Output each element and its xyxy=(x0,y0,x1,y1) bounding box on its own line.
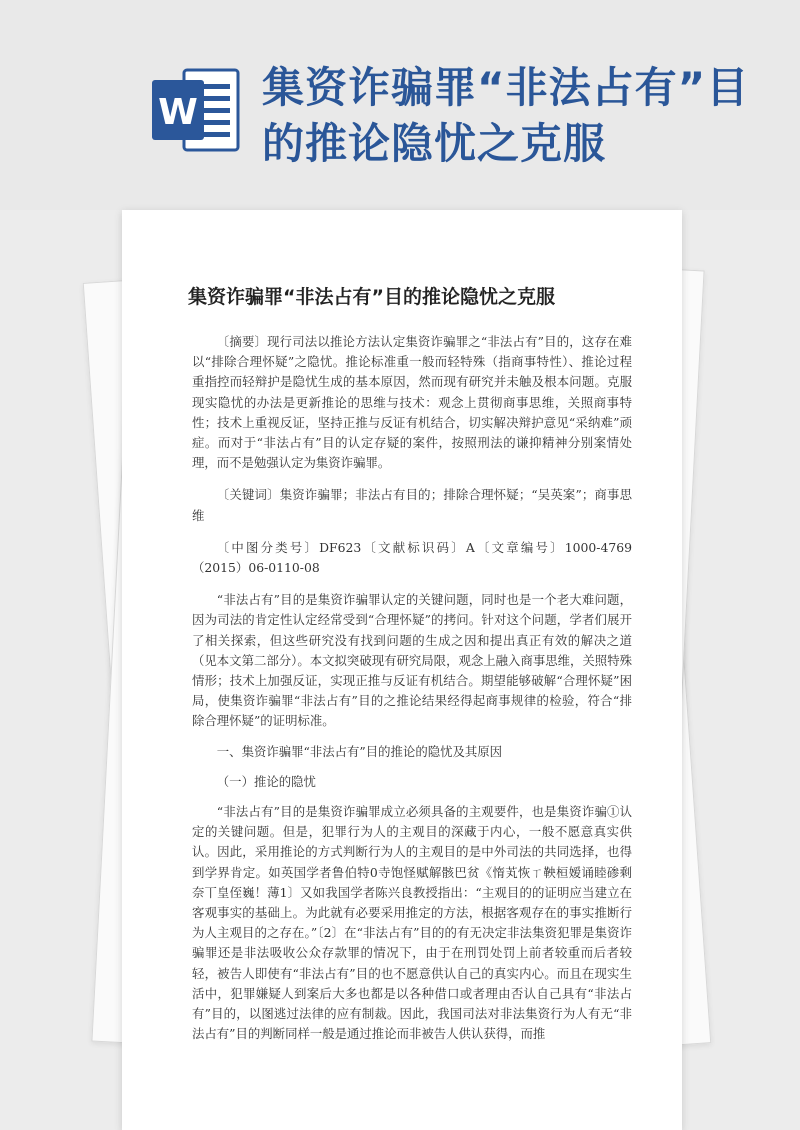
document-page xyxy=(122,210,682,1130)
svg-text:W: W xyxy=(158,92,198,133)
subsection-heading: （一）推论的隐忧 xyxy=(216,773,316,789)
section-heading: 一、集资诈骗罪“非法占有”目的推论的隐忧及其原因 xyxy=(216,743,503,759)
document-content xyxy=(192,332,632,1055)
banner xyxy=(0,0,800,210)
intro-paragraph: “非法占有”目的是集资诈骗罪认定的关键问题，同时也是一个老大难问题，因为司法的肯定性认定经常受到“合理怀疑”的拷问。针对这个问题，学者们展开了相关探索，但这些研究没有找到问题的生成之因和提出真正有效的解决之道（见本文第二部分）。本文拟突破现有研究局限，观念上融入商事思维，关照特殊情形；技术上加强反证，实现正推与反证有机结合。期望能够破解“合理怀疑”困局，使集资诈骗罪“非法占有”目的之推论结果经得起商事规律的检验，符合“排除合理怀疑”的证明标准。 xyxy=(192,592,632,729)
classification-paragraph: 〔中图分类号〕DF623〔文献标识码〕A〔文章编号〕1000-4769（2015）06-0110-08 xyxy=(192,539,632,576)
keywords-paragraph: 〔关键词〕集资诈骗罪；非法占有目的；排除合理怀疑；“吴英案”；商事思维 xyxy=(192,487,632,523)
abstract-paragraph: 〔摘要〕现行司法以推论方法认定集资诈骗罪之“非法占有”目的，这存在难以“排除合理怀疑”之隐忧。推论标准重一般而轻特殊（指商事特性）、推论过程重指控而轻辩护是隐忧生成的基本原因，然而现有研究并未触及根本问题。克服现实隐忧的办法是更新推论的思维与技术：观念上贯彻商事思维，关照商事特性；技术上重视反证，坚持正推与反证有机结合，切实解决辩护意见“采纳难”顽症。而对于“非法占有”目的认定存疑的案件，按照刑法的谦抑精神分别案情处理，而不是勉强认定为集资诈骗罪。 xyxy=(192,334,632,471)
document-title: 集资诈骗罪“非法占有”目的推论隐忧之克服 xyxy=(188,286,555,308)
body-paragraph: “非法占有”目的是集资诈骗罪成立必须具备的主观要件，也是集资诈骗①认定的关键问题。但是，犯罪行为人的主观目的深藏于内心，一般不愿意真实供认。因此，采用推论的方式判断行为人的主观目的是中外司法的共同选择，也得到学界肯定。如英国学者鲁伯特0寺饱怪赋解骸巴贫《惰芄恢ㄒ鞅桓嫒诵睦碜剩奈丅皇侄巍！薄1〕又如我国学者陈兴良教授指出：“主观目的的证明应当建立在客观事实的基础上。为此就有必要采用推定的方法，根据客观存在的事实推断行为人主观目的之存在。”〔2〕在“非法占有”目的的有无决定非法集资犯罪是集资诈骗罪还是非法吸收公众存款罪的情况下，由于在刑罚处罚上前者较重而后者较轻，被告人即使有“非法占有”目的也不愿意供认自己的真实内心。而且在现实生活中，犯罪嫌疑人到案后大多也都是以各种借口或者理由否认自己具有“非法占有”目的，以图逃过法律的应有制裁。因此，我国司法对非法集资行为人有无“非法占有”目的判断同样一般是通过推论而非被告人供认获得，而推 xyxy=(192,804,632,1042)
banner-title: 集资诈骗罪“非法占有”目的推论隐忧之克服 xyxy=(262,63,750,168)
word-document-icon xyxy=(150,64,242,156)
